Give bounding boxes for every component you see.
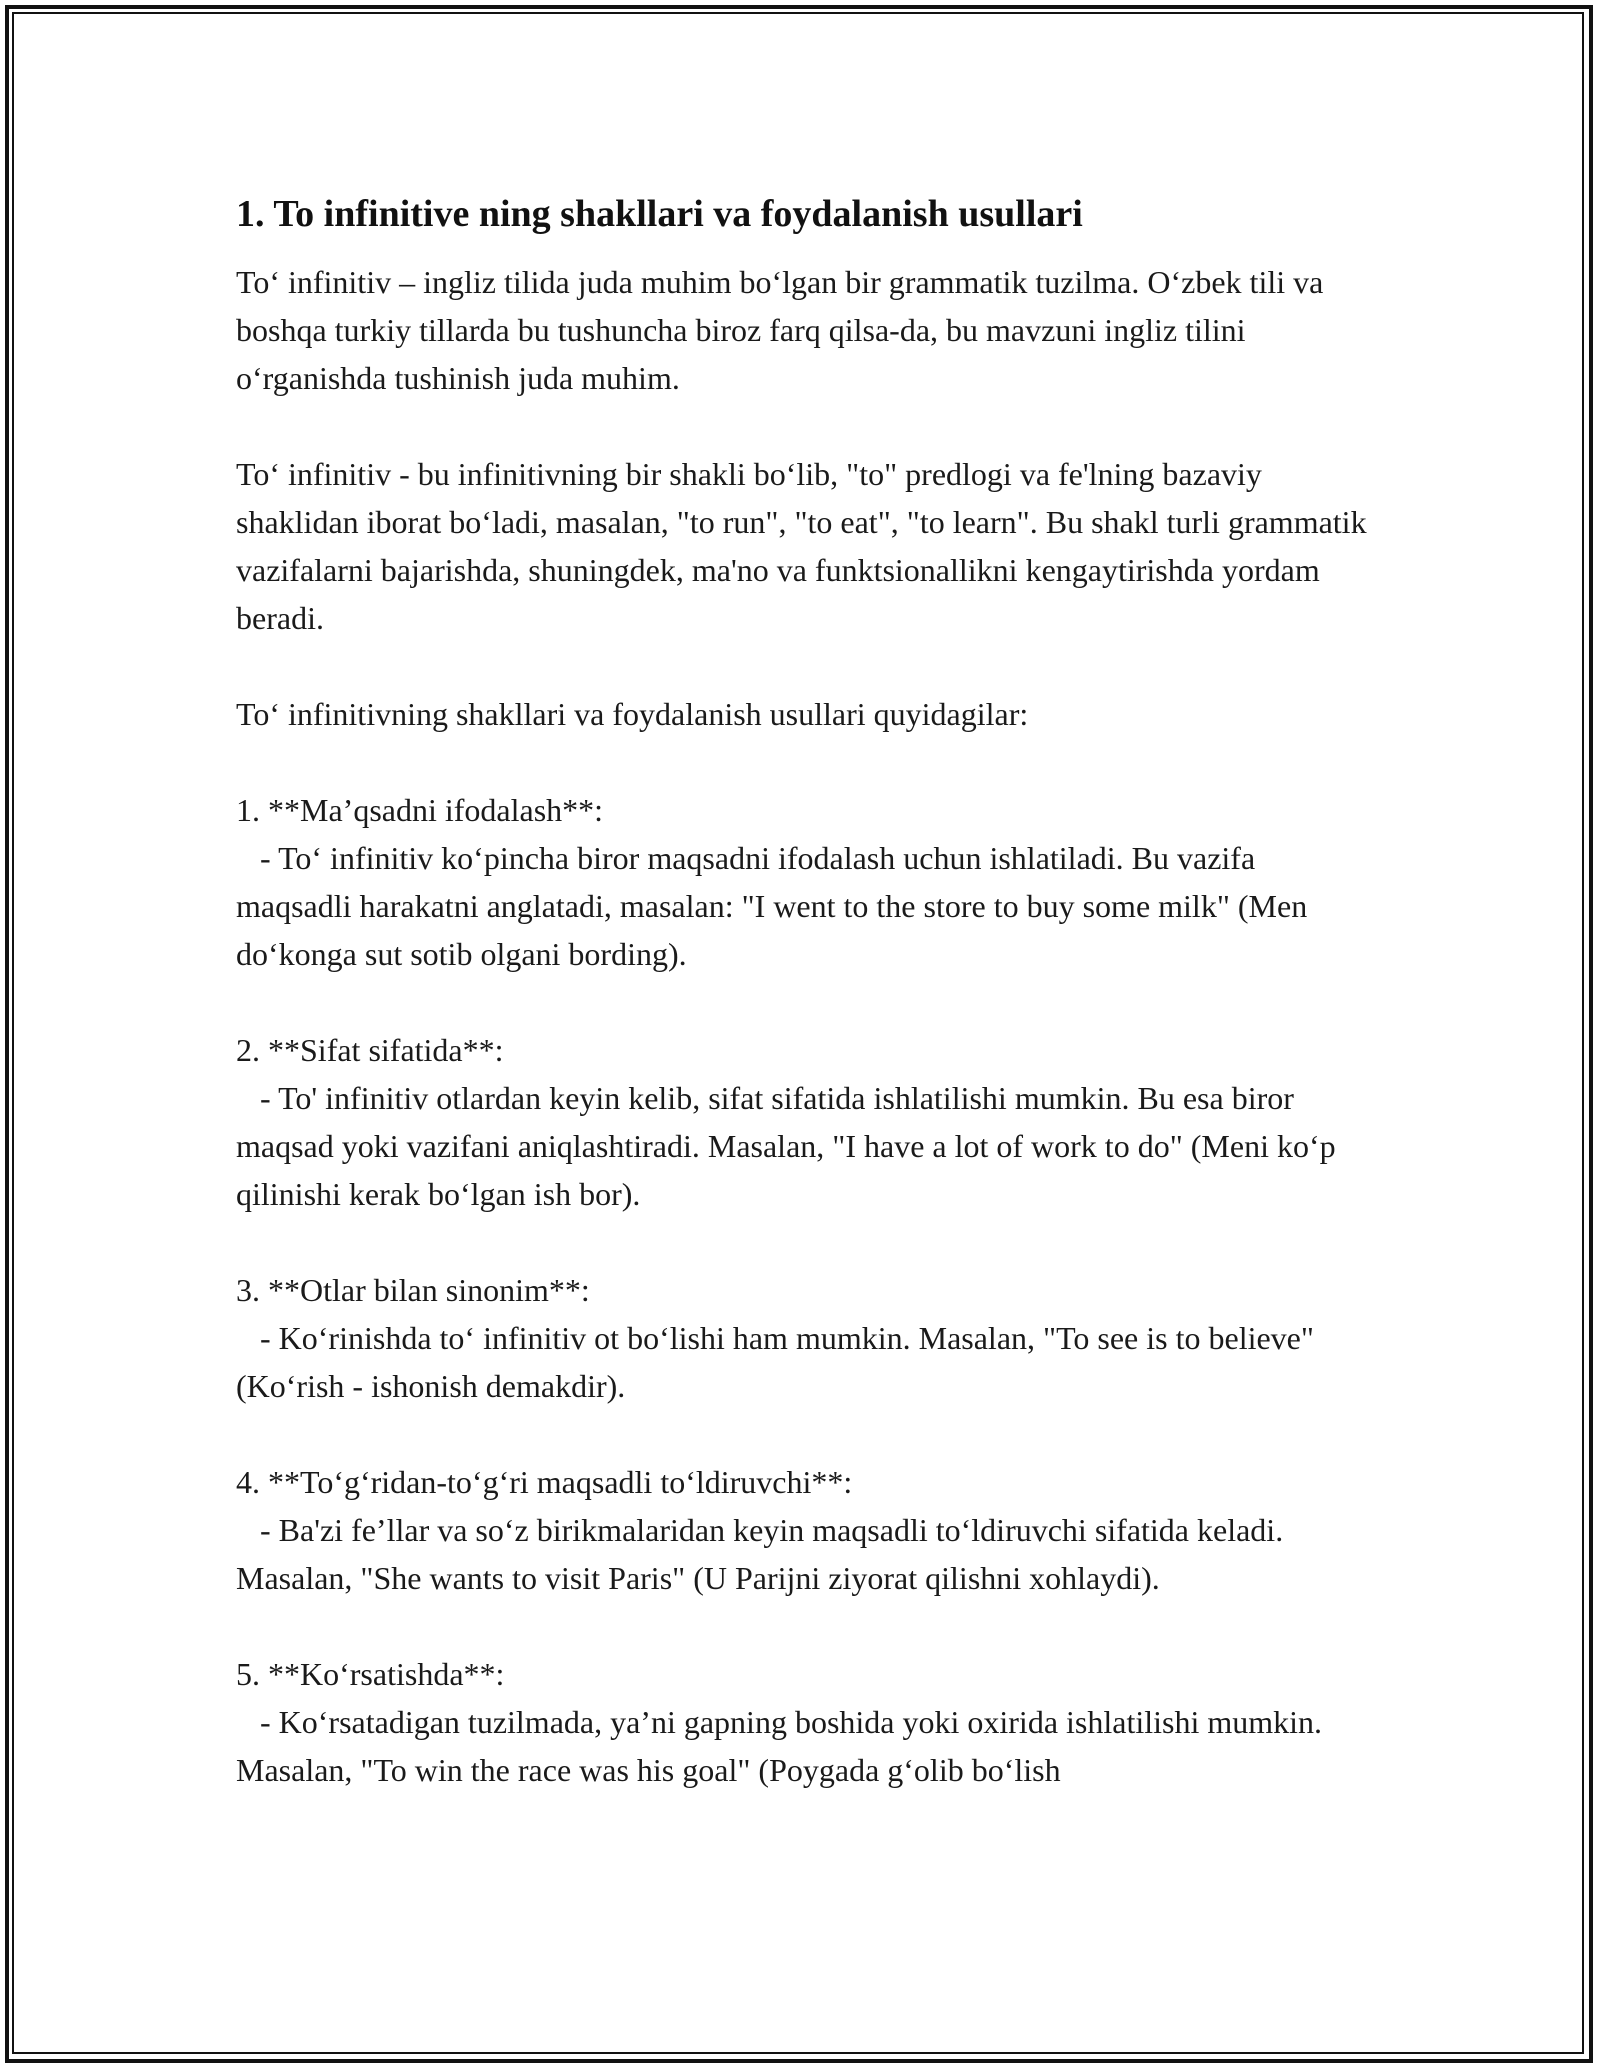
list-item-body: - Ko‘rinishda to‘ infinitiv ot bo‘lishi ham mumkin. Masalan, "To see is to believe" (Ko‘rish - ishonish demakdir). bbox=[236, 1320, 1322, 1404]
list-item bbox=[236, 1026, 1376, 1218]
list-item-heading: 4. **To‘g‘ridan-to‘g‘ri maqsadli to‘ldiruvchi**: bbox=[236, 1464, 853, 1500]
list-item bbox=[236, 1266, 1376, 1410]
list-item bbox=[236, 1458, 1376, 1602]
list-item-heading: 1. **Ma’qsadni ifodalash**: bbox=[236, 792, 604, 828]
list-item-body: - Ko‘rsatadigan tuzilmada, ya’ni gapning boshida yoki oxirida ishlatilishi mumkin. Masalan, "To win the race was his goal" (Poygada g‘olib bo‘lish bbox=[236, 1704, 1331, 1788]
definition-paragraph: To‘ infinitiv - bu infinitivning bir shakli bo‘lib, "to" predlogi va fe'lning bazaviy shaklidan iborat bo‘ladi, masalan, "to run", "to eat", "to learn". Bu shakl turli grammatik vazifalarni bajarishda, shuningdek, ma'no va funktsionallikni kengaytirishda yordam beradi. bbox=[236, 456, 1367, 636]
list-item-heading: 5. **Ko‘rsatishda**: bbox=[236, 1656, 505, 1692]
list-item-body: - Ba'zi fe’llar va so‘z birikmalaridan keyin maqsadli to‘ldiruvchi sifatida keladi. Masalan, "She wants to visit Paris" (U Parijni ziyorat qilishni xohlaydi). bbox=[236, 1512, 1292, 1596]
document-title: 1. To infinitive ning shakllari va foydalanish usullari bbox=[236, 193, 1083, 235]
list-item bbox=[236, 1650, 1376, 1794]
list-intro-paragraph: To‘ infinitivning shakllari va foydalanish usullari quyidagilar: bbox=[236, 696, 1029, 732]
intro-paragraph: To‘ infinitiv – ingliz tilida juda muhim bo‘lgan bir grammatik tuzilma. O‘zbek tili va boshqa turkiy tillarda bu tushuncha biroz farq qilsa-da, bu mavzuni ingliz tilini o‘rganishda tushinish juda muhim. bbox=[236, 264, 1324, 396]
list-item-heading: 2. **Sifat sifatida**: bbox=[236, 1032, 504, 1068]
list-item bbox=[236, 786, 1376, 978]
list-item-body: - To' infinitiv otlardan keyin kelib, sifat sifatida ishlatilishi mumkin. Bu esa biror maqsad yoki vazifani aniqlashtiradi. Masalan, "I have a lot of work to do" (Meni ko‘p qilinishi kerak bo‘lgan ish bor). bbox=[236, 1080, 1344, 1212]
list-item-body: - To‘ infinitiv ko‘pincha biror maqsadni ifodalash uchun ishlatiladi. Bu vazifa maqsadli harakatni anglatadi, masalan: "I went to the store to buy some milk" (Men do‘konga sut sotib olgani bording). bbox=[236, 840, 1316, 972]
list-item-heading: 3. **Otlar bilan sinonim**: bbox=[236, 1272, 590, 1308]
document-content bbox=[236, 190, 1376, 1842]
